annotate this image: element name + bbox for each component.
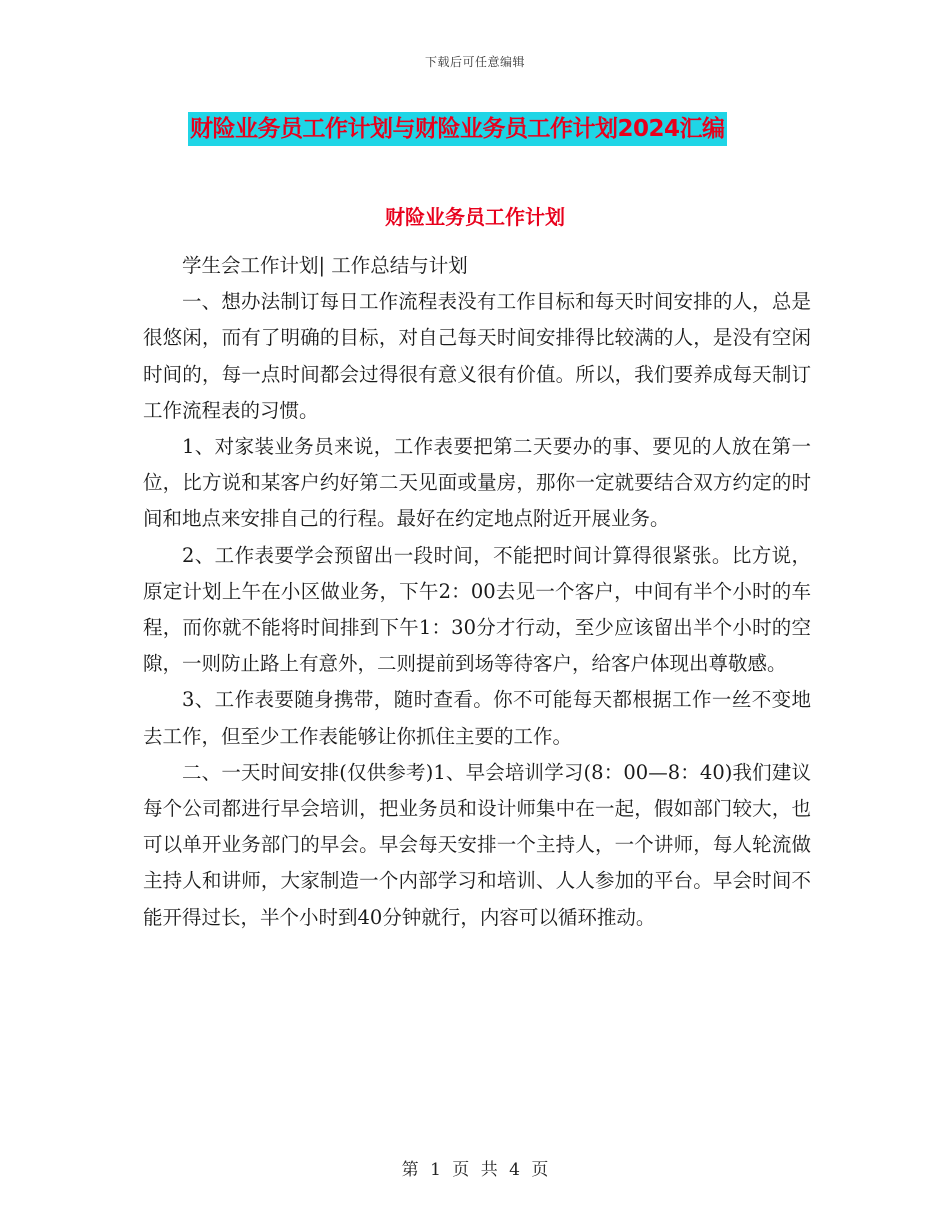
main-title-container <box>188 112 808 146</box>
section-title: 财险业务员工作计划 <box>385 205 565 229</box>
paragraph-3: 2、工作表要学会预留出一段时间，不能把时间计算得很紧张。比方说，原定计划上午在小区做业务，下午2：00去见一个客户，中间有半个小时的车程，而你就不能将时间排到下午1：30分才行动，至少应该留出半个小时的空隙，一则防止路上有意外，二则提前到场等待客户，给客户体现出尊敬感。 <box>143 543 811 676</box>
page-footer: 第 1 页 共 4 页 <box>401 1160 549 1180</box>
header-note: 下载后可任意编辑 <box>424 55 525 69</box>
document-body <box>143 248 811 936</box>
paragraph-2: 1、对家装业务员来说，工作表要把第二天要办的事、要见的人放在第一位，比方说和某客户约好第二天见面或量房，那你一定就要结合双方约定的时间和地点来安排自己的行程。最好在约定地点附近开展业务。 <box>143 435 811 531</box>
paragraph-1: 一、想办法制订每日工作流程表没有工作目标和每天时间安排的人，总是很悠闲，而有了明确的目标，对自己每天时间安排得比较满的人，是没有空闲时间的，每一点时间都会过得很有意义很有价值。所以，我们要养成每天制订工作流程表的习惯。 <box>143 290 811 422</box>
paragraph-4: 3、工作表要随身携带，随时查看。你不可能每天都根据工作一丝不变地去工作，但至少工作表能够让你抓住主要的工作。 <box>143 688 811 748</box>
paragraph-5: 二、一天时间安排(仅供参考)1、早会培训学习(8：00—8：40)我们建议每个公司都进行早会培训，把业务员和设计师集中在一起，假如部门较大，也可以单开业务部门的早会。早会每天安排一个主持人，一个讲师，每人轮流做主持人和讲师，大家制造一个内部学习和培训、人人参加的平台。早会时间不能开得过长，半个小时到40分钟就行，内容可以循环推动。 <box>143 760 811 929</box>
main-title: 财险业务员工作计划与财险业务员工作计划2024汇编 <box>188 112 727 146</box>
paragraph-intro: 学生会工作计划| 工作总结与计划 <box>182 254 468 277</box>
